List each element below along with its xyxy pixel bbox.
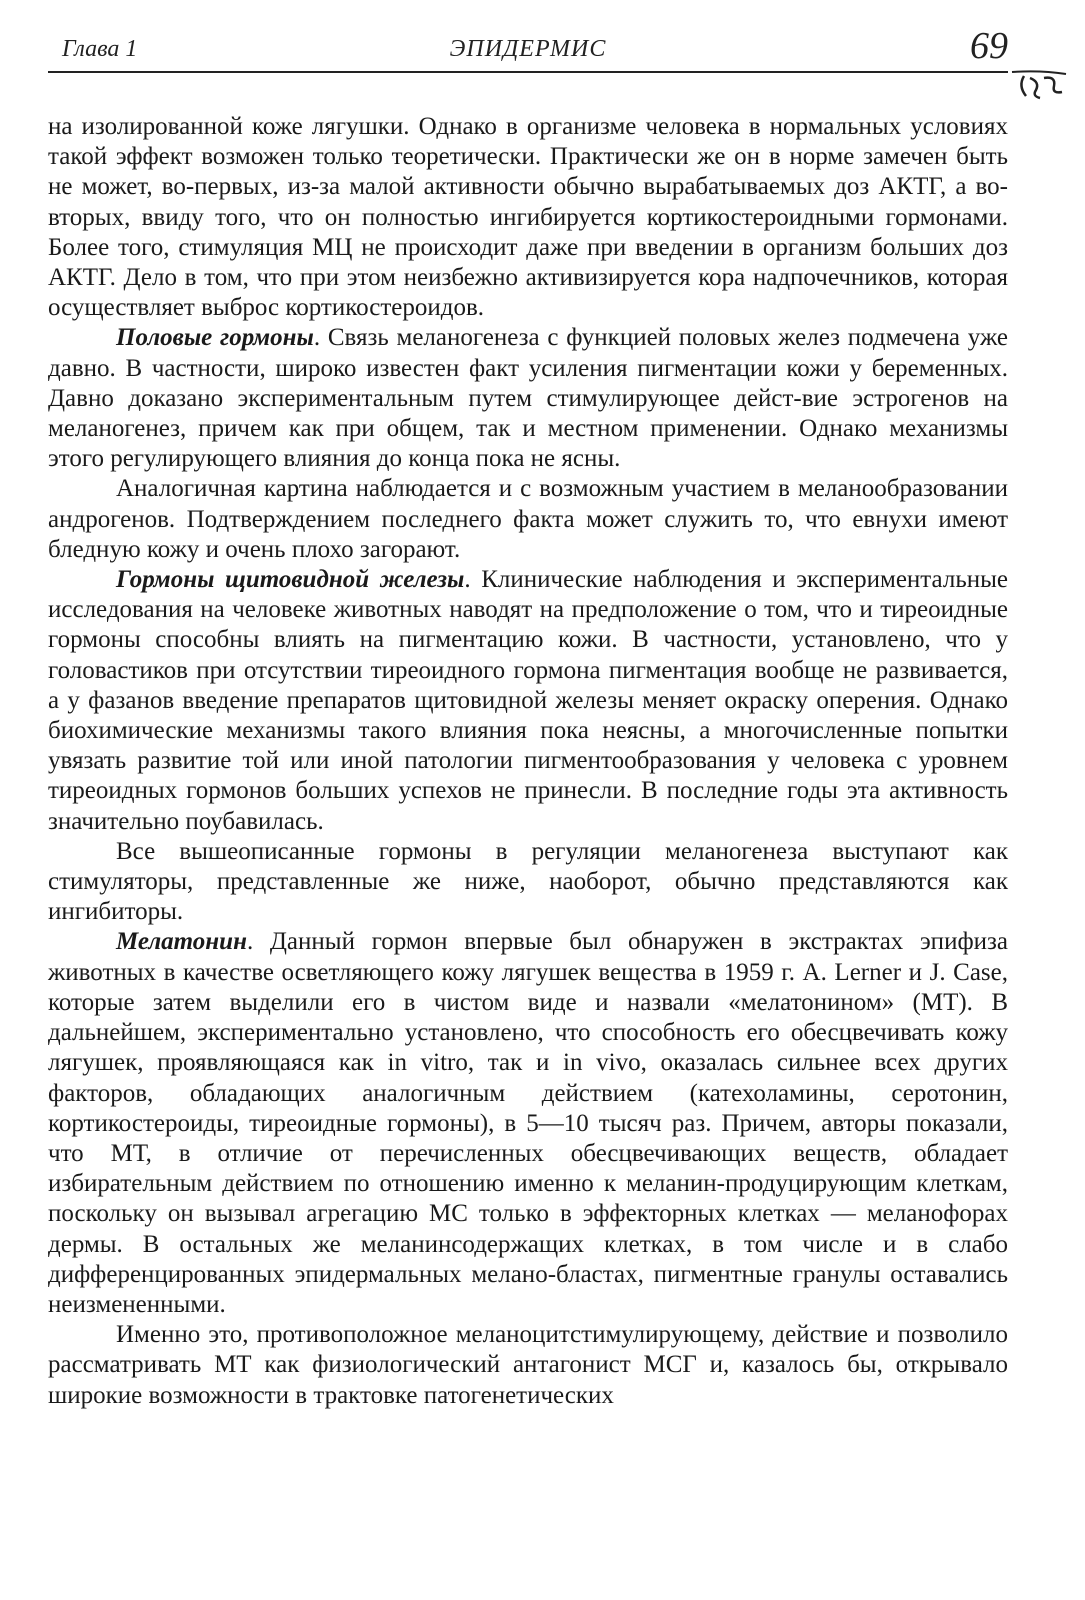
paragraph-text: на изолированной коже лягушки. Однако в организме человека в нормальных условиях такой эффект возможен только теоретически. Практически же он в норме замечен быть не может, во-первых, из-за малой активности обычно вырабатываемых доз АКТГ, а во-вторых, ввиду того, что он полностью ингибируется кортикостероидными гормонами. Более того, стимуляция МЦ не происходит даже при введении в организм больших доз АКТГ. Дело в том, что при этом неизбежно активизируется кора надпочечников, которая осуществляет выброс кортикостероидов.	[48, 113, 1008, 322]
page-number: 69	[970, 25, 1008, 67]
header-rule	[48, 71, 1008, 73]
paragraph	[48, 112, 1008, 323]
section-term: Половые гормоны	[116, 324, 314, 352]
paragraph-text: Именно это, противоположное меланоцитстимулирующему, действие и позволило рассматривать МТ как физиологический антагонист МСГ и, казалось бы, открывало широкие возможности в трактовке патогенетических	[48, 1321, 1008, 1409]
section-term: Мелатонин	[116, 928, 247, 956]
paragraph-text: . Связь меланогенеза с функцией половых желез подмечена уже давно. В частности, широко известен факт усиления пигментации кожи у беременных. Давно доказано экспериментальным путем стимулирующее дейст-вие эстрогенов на меланогенез, причем как при общем, так и местном применении. Однако механизмы этого регулирующего влияния до конца пока не ясны.	[48, 324, 1008, 473]
section-term: Гормоны щитовидной железы	[116, 566, 465, 594]
paragraph-text: . Данный гормон впервые был обнаружен в экстрактах эпифиза животных в качестве осветляющего кожу лягушек вещества в 1959 г. A. Lerner и J. Case, которые затем выделили его в чистом виде и назвали «мелатонином» (МТ). В дальнейшем, экспериментально установлено, что способность его обесцвечивать кожу лягушек, проявляющаяся как in vitro, так и in vivo, оказалась сильнее всех других факторов, обладающих аналогичным действием (катехоламины, серотонин, кортикостероиды, тиреоидные гормоны), в 5—10 тысяч раз. Причем, авторы показали, что МТ, в отличие от перечисленных обесцвечивающих веществ, обладает избирательным действием по отношению именно к меланин-продуцирующим клеткам, поскольку он вызывал агрегацию МС только в эффекторных клетках — меланофорах дермы. В остальных же меланинсодержащих клетках, в том числе и в слабо дифференцированных эпидермальных мелано-бластах, пигментные гранулы оставались неизмененными.	[48, 928, 1008, 1318]
paragraph-sex-hormones	[48, 323, 1008, 474]
paragraph-text: Все вышеописанные гормоны в регуляции меланогенеза выступают как стимуляторы, представленные же ниже, наоборот, обычно представляются как ингибиторы.	[48, 837, 1008, 926]
paragraph-melatonin	[48, 927, 1008, 1320]
paragraph	[48, 1320, 1008, 1411]
chapter-label: Глава 1	[62, 36, 138, 62]
running-title: ЭПИДЕРМИС	[449, 36, 607, 62]
page-header	[48, 25, 1008, 72]
decorative-flourish-icon	[1010, 66, 1070, 106]
paragraph-thyroid-hormones	[48, 565, 1008, 837]
paragraph-text: . Клинические наблюдения и экспериментальные исследования на человеке животных наводят на предположение о том, что и тиреоидные гормоны способны влиять на пигментацию кожи. В частности, установлено, что у головастиков при отсутствии тиреоидного гормона пигментация вообще не развивается, а у фазанов введение препаратов щитовидной железы меняет окраску оперения. Однако биохимические механизмы такого влияния пока неясны, а многочисленные попытки увязать развитие той или иной патологии пигментообразования у человека с уровнем тиреоидных гормонов больших успехов не принесли. В последние годы эта активность значительно поубавилась.	[48, 566, 1008, 835]
paragraph	[48, 837, 1008, 928]
body-text	[48, 112, 1008, 1411]
paragraph-text: Аналогичная картина наблюдается и с возможным участием в меланообразовании андрогенов. Подтверждением последнего факта может служить то, что евнухи имеют бледную кожу и очень плохо загорают.	[48, 475, 1008, 563]
paragraph	[48, 474, 1008, 565]
